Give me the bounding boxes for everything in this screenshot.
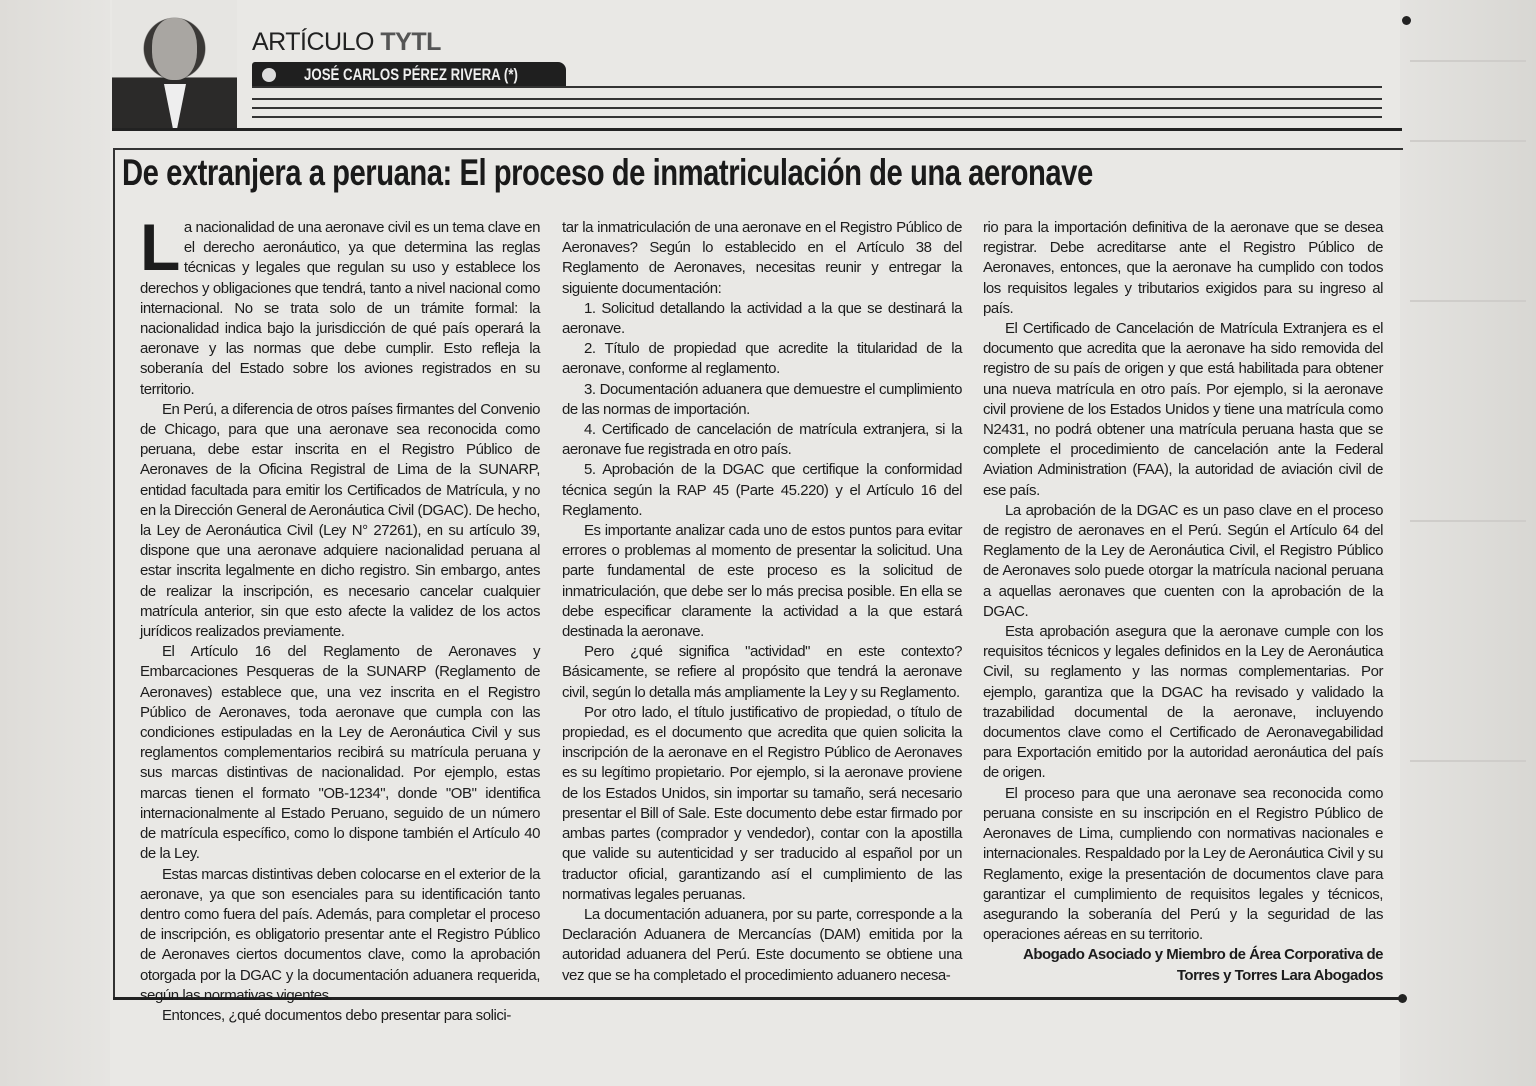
adjacent-page-right [1400,0,1536,1086]
list-item: 4. Certificado de cancelación de matrícula extranjera, si la aeronave fue registrada en otro país. [562,421,962,459]
author-name: JOSÉ CARLOS PÉREZ RIVERA (*) [304,65,518,84]
article-top-rule [113,148,1403,150]
paragraph: El Artículo 16 del Reglamento de Aeronaves y Embarcaciones Pesqueras de la SUNARP (Reglamento de Aeronaves) establece que, una vez inscrita en el Registro Público de Aeronaves, toda aeronave que cumpla con las condiciones estipuladas en la Ley de Aeronáutica Civil y sus reglamentos complementarios recibirá su matrícula peruana y sus marcas distintivas de nacionalidad. Por ejemplo, estas marcas tienen el formato "OB-1234", donde "OB" identifica internacionalmente al Estado Peruano, seguido de un número de matrícula específico, como lo dispone también el Artículo 40 de la Ley. [140,643,540,863]
column-1 [140,210,540,1026]
header-rule [252,86,1382,88]
section-brand: TYTL [380,28,441,56]
pen-icon [262,68,276,82]
section-prefix: ARTÍCULO [252,28,374,56]
paragraph: tar la inmatriculación de una aeronave en el Registro Público de Aeronaves? Según lo establecido en el Artículo 38 del Reglamento de Aeronaves, necesitas reunir y entregar la siguiente documentación: [562,219,962,297]
paragraph: rio para la importación definitiva de la aeronave que se desea registrar. Debe acreditarse ante el Registro Público de Aeronaves, entonces, que la aeronave ha cumplido con todos los requisitos legales y tributarios exigidos para su ingreso al país. [983,219,1383,317]
list-item: 5. Aprobación de la DGAC que certifique la conformidad técnica según la RAP 45 (Parte 45.220) y el Artículo 16 del Reglamento. [562,461,962,519]
paragraph: Esta aprobación asegura que la aeronave cumple con los requisitos técnicos y legales definidos en la Ley de Aeronáutica Civil, su reglamento y las normas complementarias. Por ejemplo, garantiza que la DGAC ha revisado y validado la trazabilidad documental de la aeronave, incluyendo documentos clave como el Certificado de Aeronavegabilidad para Exportación emitido por la autoridad aeronáutica del país de origen. [983,623,1383,782]
paragraph: El Certificado de Cancelación de Matrícula Extranjera es el documento que acredita que la aeronave ha sido removida del registro de su país de origen y que está habilitada para obtener una nueva matrícula en otro país. Por ejemplo, si la aeronave civil proviene de los Estados Unidos y tiene una matrícula como N2431, no podrá obtener una matrícula peruana hasta que se complete el procedimiento de cancelación ante la Federal Aviation Administration (FAA), la autoridad de aviación civil de ese país. [983,320,1383,499]
list-item: 2. Título de propiedad que acredite la titularidad de la aeronave, conforme al reglamento. [562,340,962,378]
paragraph: Entonces, ¿qué documentos debo presentar para solici- [162,1006,511,1024]
header-rule [252,116,1382,118]
paragraph: Estas marcas distintivas deben colocarse en el exterior de la aeronave, ya que son esenciales para su identificación tanto dentro como fuera del país. Además, para completar el proceso de inscripción, es obligatorio presentar ante el Registro Público de Aeronaves ciertos documentos clave, como la aprobación otorgada por la DGAC y la documentación aduanera requerida, según las normativas vigentes. [140,865,540,1004]
paragraph: El proceso para que una aeronave sea reconocida como peruana consiste en su inscripción en el Registro Público de Aeronaves de Lima, cumpliendo con normativas nacionales e internacionales. Respaldado por la Ley de Aeronáutica Civil y su Reglamento, exige la presentación de documentos clave para garantizar el cumplimiento de requisitos legales y técnicos, asegurando la soberanía del Perú y la seguridad de las operaciones aéreas en su territorio. [983,784,1383,944]
column-2 [562,218,962,986]
headline: De extranjera a peruana: El proceso de inmatriculación de una aeronave [122,152,1093,193]
author-photo [112,0,237,128]
paragraph: a nacionalidad de una aeronave civil es un tema clave en el derecho aeronáutico, ya que determina las reglas técnicas y legales que regulan su uso y establece los derechos y obligaciones que tendrá, tanto a nivel nacional como internacional. No se trata solo de un trámite formal: la nacionalidad indica bajo la jurisdicción de qué país operará la aeronave y las normas que debe cumplir. Esto refleja la soberanía del Estado sobre los aviones registrados en su territorio. [140,219,540,398]
list-item: 1. Solicitud detallando la actividad a la que se destinará la aeronave. [562,299,962,338]
article-left-rule [113,148,115,1000]
adjacent-page-left [0,0,110,1086]
paragraph: La aprobación de la DGAC es un paso clave en el proceso de registro de aeronaves en el Perú. Según el Artículo 64 del Reglamento de la Ley de Aeronáutica Civil, el Registro Público de Aeronaves solo puede otorgar la matrícula nacional peruana a aquellas aeronaves que cuenten con la aprobación de la DGAC. [983,501,1383,620]
rule-end-dot [1398,994,1407,1003]
drop-cap: L [140,210,180,284]
paragraph: Por otro lado, el título justificativo de propiedad, o título de propiedad, es el documento que acredita que quien solicita la inscripción de la aeronave en el Registro Público de Aeronaves es su legítimo propietario. Por ejemplo, si la aeronave proviene de los Estados Unidos, sin importar su tamaño, será necesario presentar el Bill of Sale. Este documento debe estar firmado por ambas partes (comprador y vendedor), contar con la apostilla que valide su autenticidad y ser traducido al español por un traductor oficial, garantizando así el cumplimiento de las normativas legales peruanas. [562,703,962,903]
frame-top-rule [112,128,1402,131]
paragraph: Es importante analizar cada uno de estos puntos para evitar errores o problemas al momento de presentar la solicitud. Una parte fundamental de este proceso es la solicitud de inmatriculación, que debe ser lo más precisa posible. En ella se debe especificar claramente la actividad a la que estará destinada la aeronave. [562,522,962,641]
signature-line: Abogado Asociado y Miembro de Área Corporativa de [1022,946,1383,963]
header-rule [252,98,1382,100]
author-byline [252,62,566,88]
header-rule [252,107,1382,109]
paragraph: Pero ¿qué significa "actividad" en este contexto? Básicamente, se refiere al propósito que tendrá la aeronave civil, según lo detalla más ampliamente la Ley y su Reglamento. [562,643,962,701]
list-item: 3. Documentación aduanera que demuestre el cumplimiento de las normas de importación. [562,380,962,418]
column-3 [983,218,1383,945]
section-title [252,28,441,57]
rule-end-dot [1402,16,1411,25]
author-signature [983,944,1383,986]
paragraph: La documentación aduanera, por su parte, corresponde a la Declaración Aduanera de Mercancías (DAM) emitida por la autoridad aduanera del Perú. Este documento se obtiene una vez que se ha completado el procedimiento aduanero necesa- [562,905,962,984]
paragraph: En Perú, a diferencia de otros países firmantes del Convenio de Chicago, para que una aeronave sea reconocida como peruana, debe estar inscrita en el Registro Público de Aeronaves de la Oficina Registral de Lima de la SUNARP, entidad facultada para emitir los Certificados de Matrícula, y no en la Dirección General de Aeronáutica Civil (DGAC). De hecho, la Ley de Aeronáutica Civil (Ley N° 27261), en su artículo 39, dispone que una aeronave adquiere nacionalidad peruana al estar inscrita legalmente en dicho registro. Sin embargo, antes de realizar la inscripción, es necesario cancelar cualquier matrícula anterior, sin que esto afecte la validez de los actos jurídicos realizados previamente. [140,400,540,641]
signature-line: Torres y Torres Lara Abogados [1176,967,1383,984]
